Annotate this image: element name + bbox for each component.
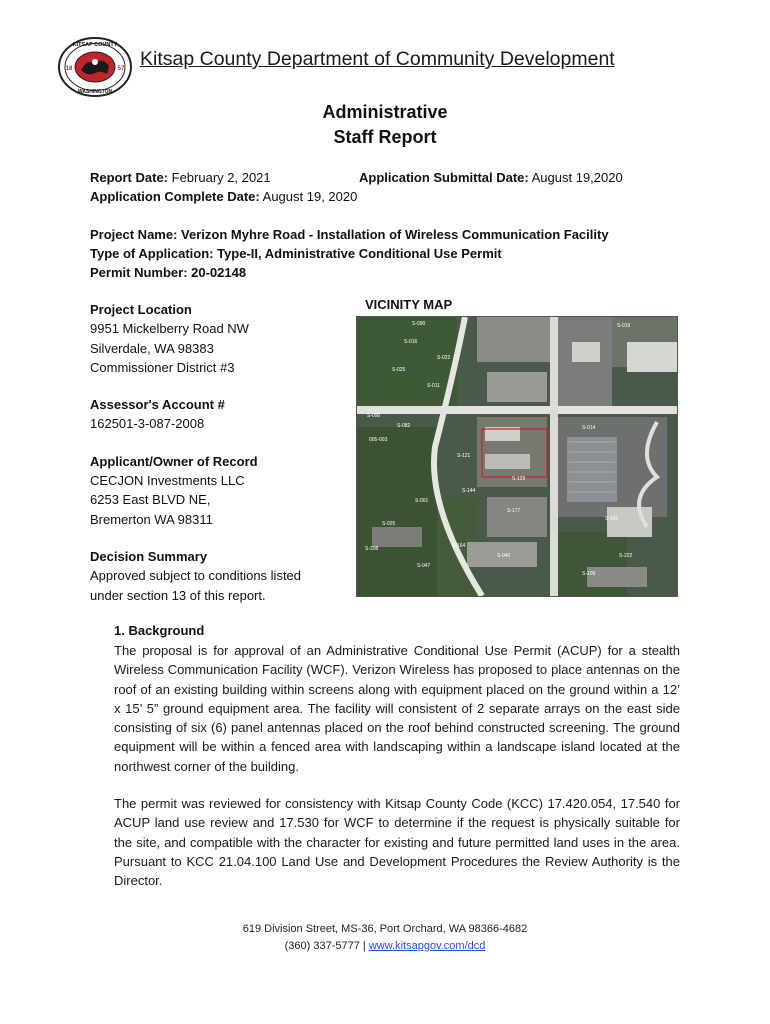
decision-summary-heading: Decision Summary	[90, 548, 208, 564]
document-title	[0, 100, 770, 150]
submittal-date-value: August 19,2020	[531, 170, 623, 185]
parcel-label: S-164	[452, 543, 466, 549]
seal-top-text: KITSAP COUNTY	[72, 42, 118, 48]
parcel-label: S-040	[497, 553, 511, 559]
seal-right-year: 57	[117, 66, 125, 72]
parcel-label: S-129	[512, 476, 526, 482]
complete-date-row	[90, 189, 357, 204]
decision-summary-line-1: Approved subject to conditions listed	[90, 568, 302, 584]
project-details-column	[90, 300, 340, 605]
background-paragraph-2: The permit was reviewed for consistency with Kitsap County Code (KCC) 17.420.054, 17.540 for ACUP land use review and 17.530 for WCF to determine if the request is physically suitable for the site, and compatible with the character for existing and future permitted land uses in the area. Pursuant to KCC 21.04.100 Land Use and Development Procedures the Review Authority is the Director.	[114, 796, 680, 889]
location-address-1: 9951 Mickelberry Road NW	[90, 321, 249, 337]
permit-number: Permit Number: 20-02148	[90, 265, 247, 280]
background-paragraph-1: The proposal is for approval of an Administrative Conditional Use Permit (ACUP) for a stealth Wireless Communication Facility (WCF). Verizon Wireless has proposed to place antennas on the roof of an existing building within screens along with equipment placed on the ground within a 12’ x 15’ 5” ground equipment area. The facility will consistent of 2 separate arrays on the east side consisting of six (6) panel antennas placed on the roof behind constructed screening. The ground equipment will be within a fenced area with landscaping within a landscape island located at the northwest corner of the building.	[114, 643, 680, 774]
parcel-label: S-222	[619, 553, 633, 559]
complete-date-value: August 19, 2020	[262, 189, 358, 204]
parcel-label: S-208	[365, 546, 379, 552]
parcel-label: 005-003	[369, 437, 388, 443]
application-type: Type of Application: Type-II, Administrative Conditional Use Permit	[90, 246, 502, 261]
footer-separator: |	[362, 940, 366, 952]
title-line-1: Administrative	[322, 102, 448, 122]
assessor-account-number: 162501-3-087-2008	[90, 416, 205, 432]
county-seal-logo	[57, 36, 133, 98]
parcel-label: S-001	[415, 498, 429, 504]
report-date-row	[90, 170, 271, 185]
project-location-heading: Project Location	[90, 302, 192, 317]
seal-bottom-text: WASHINGTON	[77, 89, 113, 95]
submittal-date-row	[359, 170, 623, 185]
parcel-label: S-090	[412, 321, 426, 327]
footer	[0, 921, 770, 955]
footer-address: 619 Division Street, MS-36, Port Orchard, WA 98366-4682	[242, 923, 528, 935]
complete-date-label: Application Complete Date:	[90, 189, 260, 204]
parcel-label: S-025	[392, 367, 406, 373]
vicinity-map-label: VICINITY MAP	[365, 297, 453, 312]
report-date-label: Report Date:	[90, 170, 169, 185]
project-name: Project Name: Verizon Myhre Road - Installation of Wireless Communication Facility	[90, 227, 609, 242]
applicant-heading: Applicant/Owner of Record	[90, 453, 258, 469]
report-date-value: February 2, 2021	[171, 170, 271, 185]
parcel-label: S-025	[382, 521, 396, 527]
parcel-label: S-121	[457, 453, 471, 459]
decision-summary-line-2: under section 13 of this report.	[90, 587, 266, 603]
footer-contact-line	[0, 938, 770, 955]
parcel-label: S-144	[462, 488, 476, 494]
parcel-label: S-181	[605, 516, 619, 522]
applicant-name: CECJON Investments LLC	[90, 473, 245, 489]
commissioner-district: Commissioner District #3	[90, 359, 235, 375]
parcel-label: S-011	[427, 383, 440, 389]
vicinity-map-image	[356, 316, 678, 597]
background-heading: 1. Background	[114, 623, 205, 638]
parcel-label: S-016	[404, 339, 418, 345]
footer-phone: (360) 337-5777	[284, 940, 360, 952]
seal-left-year: 18	[65, 66, 73, 72]
parcel-label: S-109	[582, 571, 596, 577]
submittal-date-label: Application Submittal Date:	[359, 170, 529, 185]
location-address-2: Silverdale, WA 98383	[90, 340, 214, 356]
parcel-label: S-019	[617, 323, 631, 329]
parcel-label: S-022	[437, 355, 451, 361]
parcel-label: S-082	[397, 423, 411, 429]
applicant-address-2: Bremerton WA 98311	[90, 511, 213, 527]
parcel-label: S-014	[582, 425, 596, 431]
department-title: Kitsap County Department of Community Development	[140, 48, 615, 70]
parcel-label: S-090	[367, 413, 381, 419]
parcel-label: S-047	[417, 563, 431, 569]
assessor-account-heading: Assessor's Account #	[90, 397, 225, 413]
applicant-address-1: 6253 East BLVD NE,	[90, 492, 211, 508]
title-line-2: Staff Report	[333, 127, 437, 147]
footer-website-link[interactable]: www.kitsapgov.com/dcd	[368, 940, 486, 952]
parcel-label: S-177	[507, 508, 521, 514]
